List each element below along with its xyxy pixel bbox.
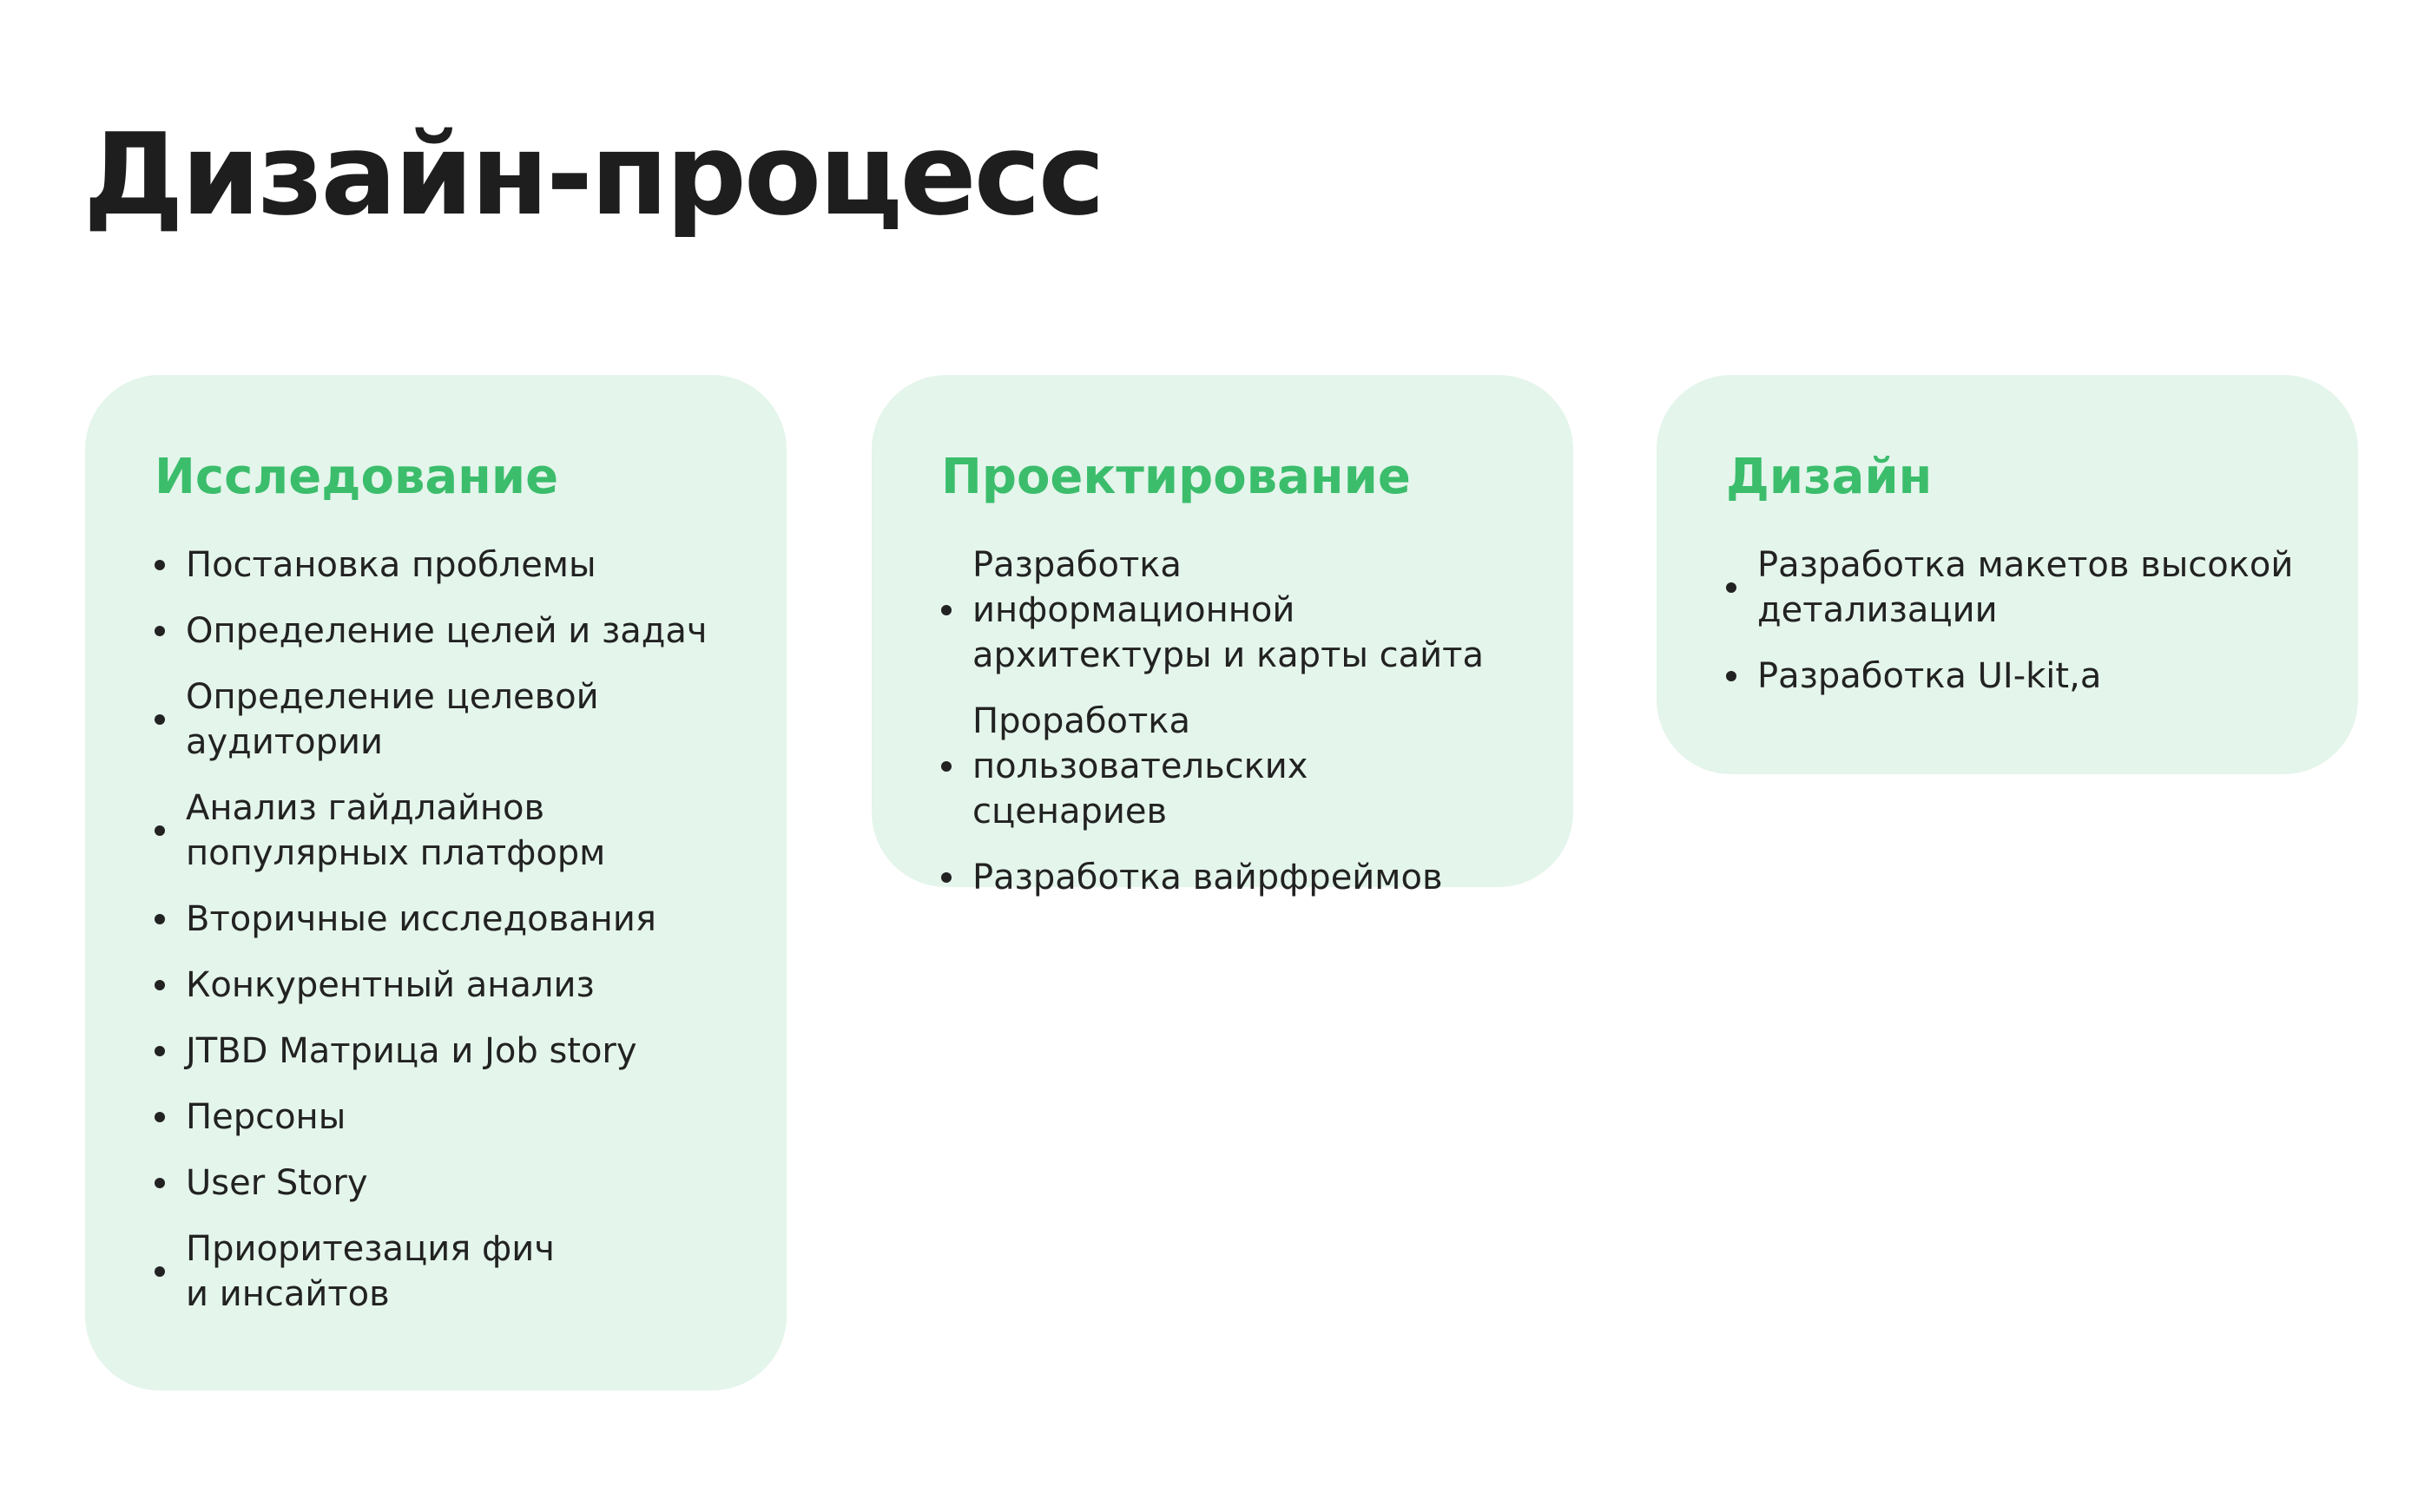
bullet-icon (941, 872, 952, 883)
list-item-text: Определение целевой аудитории (186, 677, 599, 763)
list-item (155, 1160, 724, 1206)
card-list (155, 542, 724, 1317)
list-item (155, 542, 724, 588)
bullet-icon (1726, 671, 1736, 681)
list-item (155, 674, 724, 765)
bullet-icon (155, 1112, 165, 1122)
list-item (155, 608, 724, 654)
card-title: Исследование (155, 449, 559, 505)
list-item (941, 699, 1511, 834)
list-item-text: JTBD Матрица и Job story (186, 1031, 637, 1072)
bullet-icon (1726, 582, 1736, 593)
bullet-icon (155, 1046, 165, 1056)
list-item-text: Анализ гайдлайнов популярных платформ (186, 788, 606, 874)
bullet-icon (155, 560, 165, 570)
list-item-text: Разработка вайрфреймов (972, 858, 1443, 898)
list-item (1726, 542, 2296, 633)
list-item (155, 1226, 724, 1317)
card-planning (872, 375, 1573, 898)
list-item (155, 1095, 724, 1140)
list-item (155, 897, 724, 942)
list-item (941, 855, 1511, 900)
list-item-text: Приоритезация фич и инсайтов (186, 1229, 555, 1315)
list-item-text: Разработка информационной архитектуры и карты сайта (972, 545, 1484, 676)
list-item-text: User Story (186, 1163, 368, 1204)
list-item-text: Проработка пользовательских сценариев (972, 701, 1308, 832)
list-item-text: Конкурентный анализ (186, 965, 595, 1006)
card-design (1657, 375, 2358, 774)
bullet-icon (941, 605, 952, 615)
bullet-icon (155, 825, 165, 836)
list-item-text: Разработка макетов высокой детализации (1757, 545, 2294, 631)
bullet-icon (155, 914, 165, 924)
list-item-text: Разработка UI-kit,а (1757, 656, 2102, 697)
card-list (941, 542, 1511, 900)
page-title: Дизайн-процесс (83, 108, 1103, 240)
list-item-text: Вторичные исследования (186, 899, 656, 940)
card-research (85, 375, 787, 1390)
list-item (941, 542, 1511, 678)
list-item (155, 786, 724, 876)
list-item (155, 1029, 724, 1074)
card-title: Проектирование (941, 449, 1411, 505)
bullet-icon (155, 626, 165, 636)
list-item (1726, 654, 2296, 699)
bullet-icon (155, 980, 165, 990)
card-title: Дизайн (1726, 449, 1933, 505)
list-item-text: Постановка проблемы (186, 545, 596, 586)
bullet-icon (155, 1266, 165, 1277)
list-item-text: Определение целей и задач (186, 611, 708, 652)
list-item-text: Персоны (186, 1097, 346, 1138)
card-list (1726, 542, 2296, 699)
bullet-icon (941, 761, 952, 772)
bullet-icon (155, 714, 165, 725)
list-item (155, 963, 724, 1008)
bullet-icon (155, 1178, 165, 1188)
